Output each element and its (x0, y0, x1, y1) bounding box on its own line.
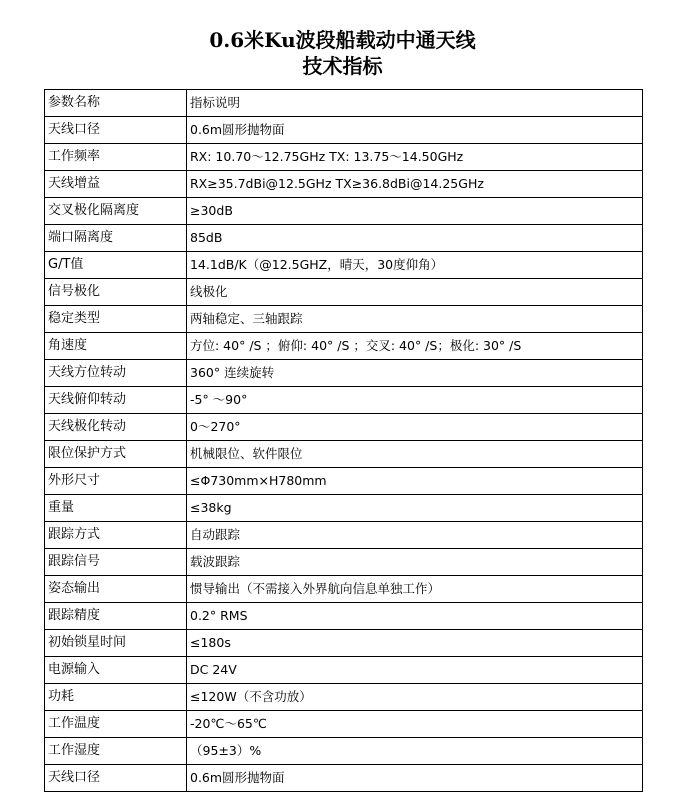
param-name-cell: 电源输入 (45, 657, 187, 684)
param-value-cell: 360° 连续旋转 (187, 360, 643, 387)
document-title (0, 27, 685, 79)
param-value-cell: ≤120W（不含功放） (187, 684, 643, 711)
table-row (45, 441, 643, 468)
param-value-cell: （95±3）% (187, 738, 643, 765)
param-value-cell: 载波跟踪 (187, 549, 643, 576)
param-name-cell: 姿态输出 (45, 576, 187, 603)
table-row (45, 765, 643, 792)
param-name-cell: 稳定类型 (45, 306, 187, 333)
param-name-cell: 工作频率 (45, 144, 187, 171)
param-value-cell: -20℃～65℃ (187, 711, 643, 738)
table-row (45, 198, 643, 225)
param-name-cell: 初始锁星时间 (45, 630, 187, 657)
table-row (45, 306, 643, 333)
param-name-cell: 天线极化转动 (45, 414, 187, 441)
param-value-cell: 0.6m圆形抛物面 (187, 765, 643, 792)
param-value-cell: ≤Φ730mm×H780mm (187, 468, 643, 495)
param-name-cell: 跟踪精度 (45, 603, 187, 630)
param-name-cell: 跟踪方式 (45, 522, 187, 549)
table-row (45, 657, 643, 684)
param-name-cell: 工作湿度 (45, 738, 187, 765)
param-name-cell: 角速度 (45, 333, 187, 360)
param-name-cell: 参数名称 (45, 90, 187, 117)
param-value-cell: 方位: 40° /S ；俯仰: 40° /S ；交叉: 40° /S；极化: 30° /S (187, 333, 643, 360)
table-row (45, 225, 643, 252)
param-name-cell: 天线俯仰转动 (45, 387, 187, 414)
param-value-cell: 指标说明 (187, 90, 643, 117)
param-value-cell: ≥30dB (187, 198, 643, 225)
table-row (45, 630, 643, 657)
table-row (45, 603, 643, 630)
table-row (45, 144, 643, 171)
param-value-cell: 惯导输出（不需接入外界航向信息单独工作） (187, 576, 643, 603)
table-row (45, 576, 643, 603)
table-row (45, 495, 643, 522)
param-name-cell: 重量 (45, 495, 187, 522)
title-line-2: 技术指标 (302, 54, 383, 78)
param-value-cell: 0～270° (187, 414, 643, 441)
param-name-cell: G/T值 (45, 252, 187, 279)
param-name-cell: 端口隔离度 (45, 225, 187, 252)
param-name-cell: 信号极化 (45, 279, 187, 306)
param-name-cell: 天线增益 (45, 171, 187, 198)
param-name-cell: 天线口径 (45, 117, 187, 144)
table-row (45, 333, 643, 360)
param-value-cell: -5° ～90° (187, 387, 643, 414)
table-row (45, 414, 643, 441)
param-name-cell: 跟踪信号 (45, 549, 187, 576)
table-row (45, 387, 643, 414)
param-value-cell: 自动跟踪 (187, 522, 643, 549)
table-row (45, 360, 643, 387)
param-name-cell: 功耗 (45, 684, 187, 711)
param-value-cell: RX: 10.70～12.75GHz TX: 13.75～14.50GHz (187, 144, 643, 171)
table-row (45, 711, 643, 738)
param-value-cell: 线极化 (187, 279, 643, 306)
spec-table (44, 89, 643, 792)
table-row (45, 117, 643, 144)
param-name-cell: 工作温度 (45, 711, 187, 738)
table-row (45, 738, 643, 765)
param-name-cell: 限位保护方式 (45, 441, 187, 468)
table-row (45, 171, 643, 198)
table-row (45, 468, 643, 495)
param-value-cell: 0.6m圆形抛物面 (187, 117, 643, 144)
table-row (45, 549, 643, 576)
param-name-cell: 天线口径 (45, 765, 187, 792)
param-value-cell: ≤180s (187, 630, 643, 657)
title-line-1: 0.6米Ku波段船载动中通天线 (209, 28, 476, 52)
param-value-cell: RX≥35.7dBi@12.5GHz TX≥36.8dBi@14.25GHz (187, 171, 643, 198)
table-row (45, 279, 643, 306)
param-name-cell: 交叉极化隔离度 (45, 198, 187, 225)
param-value-cell: 14.1dB/K（@12.5GHZ，晴天，30度仰角） (187, 252, 643, 279)
param-value-cell: 两轴稳定、三轴跟踪 (187, 306, 643, 333)
param-name-cell: 天线方位转动 (45, 360, 187, 387)
param-name-cell: 外形尺寸 (45, 468, 187, 495)
table-row (45, 684, 643, 711)
param-value-cell: ≤38kg (187, 495, 643, 522)
param-value-cell: 0.2° RMS (187, 603, 643, 630)
param-value-cell: 机械限位、软件限位 (187, 441, 643, 468)
table-row (45, 522, 643, 549)
spec-table-body (45, 90, 643, 792)
table-row (45, 252, 643, 279)
table-row (45, 90, 643, 117)
param-value-cell: DC 24V (187, 657, 643, 684)
param-value-cell: 85dB (187, 225, 643, 252)
